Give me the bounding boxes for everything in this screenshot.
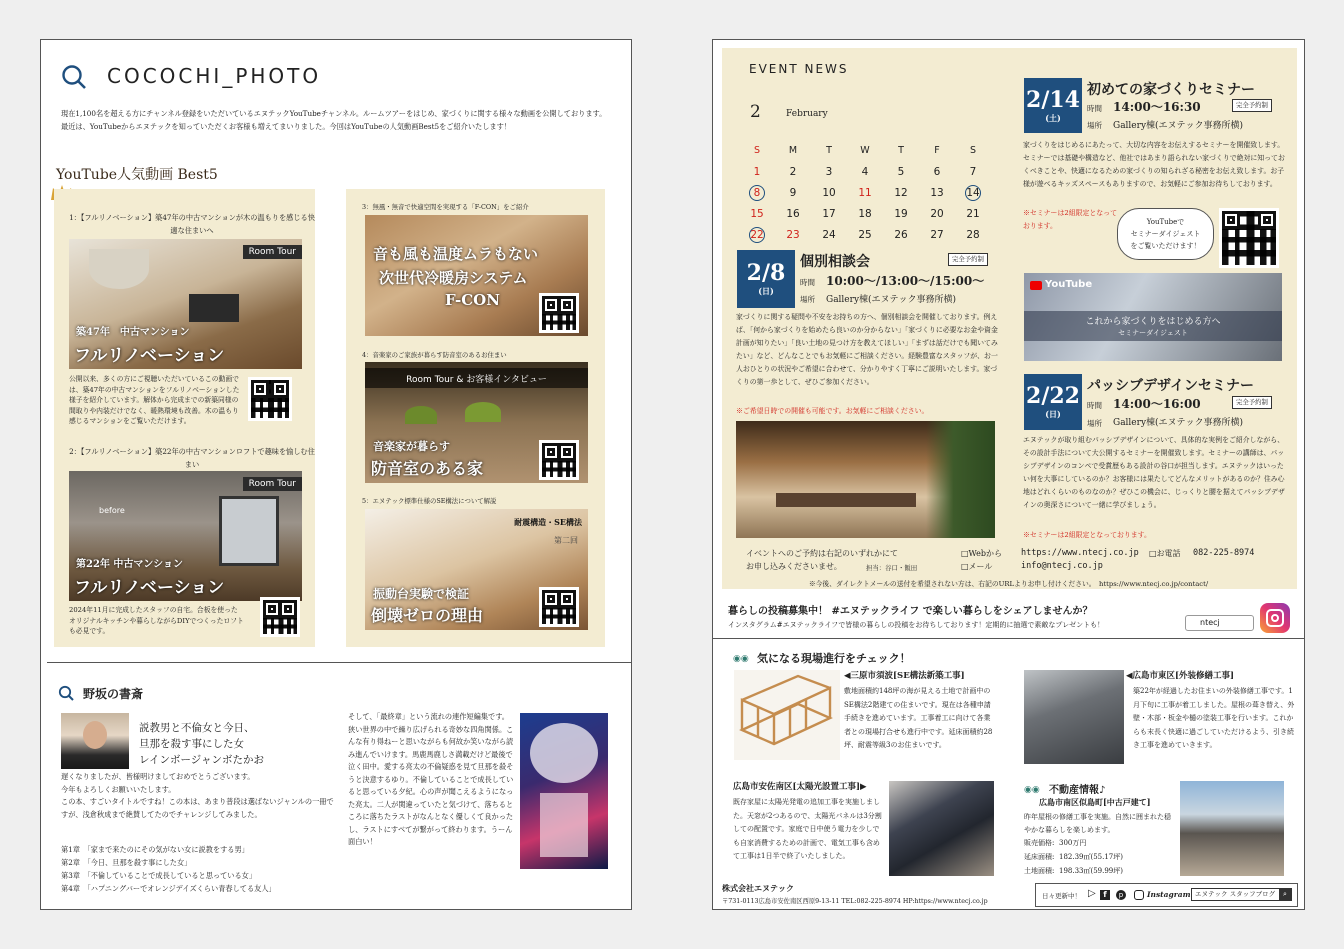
- event1-note: ※セミナーは2組限定となっております。: [1023, 209, 1117, 230]
- calendar-day: 15: [750, 207, 764, 220]
- video2-main-title: フルリノベーション: [74, 578, 225, 598]
- section-divider: [47, 662, 631, 663]
- calendar-day: 2: [789, 165, 797, 178]
- book-chapter4: 第4章 「ハプニングバーでオレンジデイズくらい青春してる友人」: [61, 884, 276, 893]
- video1-qr-code[interactable]: [248, 377, 292, 421]
- instagram-wordmark: Instagram: [1147, 890, 1191, 899]
- estate-price-label: 販売価格:: [1024, 839, 1055, 847]
- calendar-day: 20: [930, 207, 944, 220]
- gallery-photo: [736, 421, 995, 538]
- daily-update-label: 日々更新中！: [1042, 892, 1081, 900]
- event2-title: 個別相談会: [800, 254, 870, 270]
- book-intro: 遅くなりましたが、皆様明けましておめでとうございます。 今年もよろしくお願いいたします。 この本、すごいタイトルですね！この本は、あまり普段は選ばないジャンルの一冊ですが、浅倉秋成まで絶賛してたのでチャレンジしてみました。: [61, 772, 334, 819]
- calendar-day: 11: [858, 186, 872, 199]
- calendar-weekday: M: [788, 145, 798, 156]
- video2-description: 2024年11月に完成したスタッフの自宅。合板を使ったオリジナルキッチンや暮らしながらDIYでつくったロフトも必見です。: [69, 606, 244, 635]
- site3-title: 広島市安佐南区[太陽光設置工事]▶: [733, 782, 867, 792]
- pinterest-icon[interactable]: p: [1116, 890, 1126, 900]
- video1-description: 公開以来、多くの方にご視聴いただいているこの動画では、築47年の中古マンションをフルリノベーションした様子を紹介しています。解体から完成までの新築同様の間取りや内装だけでなく、暖熱環境も改善。木の温もり感じるマンションをご覧いただけます。: [69, 375, 240, 425]
- site2-body: 築22年が経過したお住まいの外装修繕工事です。1月下旬に工事が着工しました。屋根の葺き替え、外壁・木部・板金や樋の塗装工事を行います。これからも末長く快適に過ごしていただけるよう、引き続き工事を進めていきます。: [1133, 687, 1295, 749]
- video1-caption: 1：【フルリノベーション】築47年の中古マンションが木の温もりを感じる快適な住まいへ: [69, 213, 315, 235]
- video2-badge: Room Tour: [243, 477, 302, 491]
- calendar-day: 5: [897, 165, 905, 178]
- event2-body: 家づくりに関する疑問や不安をお持ちの方へ、個別相談会を開催しております。例えば、「何から家づくりを始めたら良いのか分からない」「家づくりに必要なお金や資金計画が知りたい」「良い土地の見つけ方を教えてほしい」「まずは話だけでも聞いてみたい」など、どんなことでもお気軽にご相談ください。経験豊富なスタッフが、お一人おひとりの状況やご希望に合わせて、分かりやすく丁寧にご説明いたします。家づくりの第一歩として、ぜひご参加ください。: [736, 313, 998, 386]
- event2-reservation-tag: 完全予約制: [948, 253, 988, 266]
- calendar-day: 3: [825, 165, 833, 178]
- calendar-day: 26: [894, 228, 908, 241]
- book-chapter2: 第2章 「今日、旦那を殺す事にした女」: [61, 858, 192, 867]
- dm-note: ※今後、ダイレクトメールの送付を希望されない方は、右記のURLよりお申し付けください。 https://www.ntecj.co.jp/contact/: [808, 580, 1209, 588]
- reservation-line2: お申し込みくださいませ。: [746, 562, 842, 571]
- estate-floor: 182.39㎡(55.17坪): [1059, 853, 1123, 861]
- site1-title: ◀三原市須波[SE構法新築工事]: [844, 671, 965, 681]
- book-chapter1: 第1章 「家まで来たのにその気がない女に説教をする男」: [61, 845, 249, 854]
- video2-caption: 2：【フルリノベーション】築22年の中古マンションロフトで趣味を愉しむ住まい: [69, 447, 315, 469]
- event1-title: 初めての家づくりセミナー: [1087, 82, 1255, 98]
- event3-place: Gallery棟(エヌテック事務所横): [1113, 418, 1244, 428]
- calendar-weekday: S: [753, 145, 761, 156]
- calendar-day: 16: [786, 207, 800, 220]
- video2-subtitle: 第22年 中古マンション: [76, 559, 183, 570]
- video4-band: Room Tour & お客様インタビュー: [406, 375, 547, 385]
- video2-qr-code[interactable]: [260, 597, 300, 637]
- video1-thumbnail[interactable]: [69, 239, 302, 369]
- estate-land: 198.33㎡(59.99坪): [1059, 867, 1123, 875]
- event3-body: エヌテックが取り組むパッシブデザインについて、具体的な実例をご紹介しながら、その設計手法について大公開するセミナーを開催致します。セミナーの講師は、パッシブデザインのコンペで受賞歴もある設計の谷口が担当します。エヌテックはいったい何を大事にしているのか？お客様には果たしてどんなメリットがあるのか？住み心地はどれくらいのものなのか？ぜひこの機会に、じっくりと腰を据えてパッシブデザインの奥深さについて一緒に学びましょう。: [1023, 436, 1285, 509]
- calendar-month-number: 2: [750, 102, 761, 122]
- event1-reservation-tag: 完全予約制: [1232, 99, 1272, 112]
- video3-line2: 次世代冷暖房システム: [379, 269, 528, 287]
- right-page: [712, 39, 1305, 910]
- instagram-heading: 暮らしの投稿募集中！ #エヌテックライフ で楽しい暮らしをシェアしませんか？: [728, 606, 1093, 617]
- event3-reservation-tag: 完全予約制: [1232, 396, 1272, 409]
- book-review: そして、「最終章」という流れの連作短編集です。 狭い世界の中で繰り広げられる奇妙な四角関係。こんな有り得ねーと思いながらも何故か笑いながら読み進んでいけます。馬鹿馬鹿しさ満載だけど最後で泣く田中。愛する亮太の不倫疑惑を見て旦那を殺そうと決意するゆり。不倫していることで成長していると思っている夕紀。心の声が聞こえるようになった亮太。二人が関違っていたと気づけて、落ちるところに落ちたラストがなんとなく優しくて良かったし、ラストにすべてが繋がって終わります。うーん面白い！: [348, 712, 514, 846]
- event3-place-label: 場所: [1087, 419, 1102, 428]
- site3-photo: [889, 781, 994, 876]
- youtube-thumbnail[interactable]: [1024, 273, 1282, 361]
- estate-name: 広島市南区似島町[中古戸建て]: [1039, 797, 1151, 807]
- event3-date: 2/22: [1026, 383, 1080, 409]
- site3-body: 既存家屋に太陽光発電の追加工事を実施しました。天窓が2つあるので、太陽光パネルは3分割しての配置です。家庭で日中使う電力を少しでも自家消費するための計画で、電気工事も含めて工事は1日半で終了いたしました。: [733, 798, 882, 860]
- event2-date: 2/8: [746, 260, 786, 286]
- event1-qr-code[interactable]: [1219, 208, 1279, 268]
- video5-thumbnail[interactable]: [365, 509, 588, 630]
- search-icon: [61, 64, 87, 90]
- event3-date-box: [1024, 374, 1082, 430]
- calendar-day: 25: [858, 228, 872, 241]
- event2-date-box: [737, 250, 795, 308]
- blog-search-icon: ⌕: [1279, 889, 1291, 900]
- left-page: [40, 39, 632, 910]
- book-chapter3: 第3章 「不倫していることで成長していると思っている女」: [61, 871, 257, 880]
- site1-photo: [734, 670, 840, 760]
- reservation-staff: 担当：谷口・飯田: [866, 564, 918, 572]
- facebook-icon[interactable]: f: [1100, 890, 1110, 900]
- video5-tag: 耐震構造・SE構法: [514, 517, 582, 527]
- event1-place-label: 場所: [1087, 121, 1102, 130]
- video5-qr-code[interactable]: [539, 587, 579, 627]
- site1-body: 敷地面積約148坪の海が見える土地で計画中のSE構法2階建ての住まいです。現在は各種申請手続きを進めています。工事着工に向けて各業者との現場打合せも進行中です。延床面積約28坪、耐震等級3のお住まいです。: [844, 687, 993, 749]
- company-address: 〒731-0113広島市安佐南区西原9-13-11 TEL:082-225-8974 HP:https://www.ntecj.co.jp: [722, 898, 988, 905]
- video4-caption: 4：音楽家のご家族が暮らす防音室のあるお住まい: [362, 351, 507, 359]
- event1-time-label: 時間: [1087, 104, 1102, 113]
- web-link[interactable]: https://www.ntecj.co.jp: [1021, 548, 1139, 558]
- estate-land-label: 土地面積:: [1024, 867, 1055, 875]
- calendar-day: 10: [822, 186, 836, 199]
- calendar-day: 19: [894, 207, 908, 220]
- calendar-day: 24: [822, 228, 836, 241]
- calendar-weekday: S: [969, 145, 977, 156]
- video1-subtitle: 築47年 中古マンション: [76, 327, 190, 338]
- instagram-search-text: ntecj: [1200, 618, 1220, 627]
- estate-icon: ◉◉: [1024, 785, 1040, 795]
- event3-weekday: (日): [1045, 409, 1061, 419]
- event3-title: パッシブデザインセミナー: [1087, 378, 1255, 394]
- tel-number[interactable]: 082-225-8974: [1193, 548, 1255, 558]
- event2-place: Gallery棟(エヌテック事務所横): [826, 295, 957, 305]
- video5-main-title: 倒壊ゼロの理由: [371, 606, 484, 625]
- video1-main-title: フルリノベーション: [74, 346, 225, 366]
- instagram-icon[interactable]: [1260, 603, 1290, 633]
- instagram-search-box[interactable]: [1185, 615, 1254, 631]
- calendar-day: 12: [894, 186, 908, 199]
- calendar-day: 4: [861, 165, 869, 178]
- event3-time-label: 時間: [1087, 401, 1102, 410]
- event3-note: ※セミナーは2組限定となっております。: [1023, 531, 1151, 539]
- event1-date-box: [1024, 78, 1082, 133]
- book-cover: [520, 713, 608, 869]
- video4-qr-code[interactable]: [539, 440, 579, 480]
- video4-subtitle: 音楽家が暮らす: [373, 440, 450, 453]
- calendar-day: 14: [966, 186, 980, 199]
- youtube-logo: YouTube: [1045, 279, 1093, 290]
- instagram-small-icon[interactable]: [1134, 890, 1144, 900]
- site-progress-icon: ◉◉: [733, 654, 749, 664]
- youtube-bubble-text: YouTubeで セミナーダイジェスト をご覧いただけます！: [1130, 218, 1201, 250]
- estate-title: 不動産情報♪: [1049, 785, 1106, 796]
- calendar-day: 13: [930, 186, 944, 199]
- book-section-title: 野坂の書斎: [83, 687, 144, 701]
- video5-subtitle: 振動台実験で検証: [373, 587, 470, 601]
- book-search-icon: [58, 685, 74, 705]
- calendar-day: 21: [966, 207, 980, 220]
- section-divider-right: [713, 638, 1304, 639]
- calendar-day: 27: [930, 228, 944, 241]
- event-title: EVENT NEWS: [749, 62, 849, 76]
- video5-episode: 第二回: [554, 536, 578, 545]
- video1-badge: Room Tour: [243, 245, 302, 259]
- staff-blog-search[interactable]: [1191, 888, 1292, 901]
- video3-thumbnail[interactable]: [365, 215, 588, 336]
- youtube-line1: これから家づくりをはじめる方へ: [1085, 317, 1221, 327]
- event3-time: 14:00〜16:00: [1113, 397, 1201, 411]
- calendar-weekday: T: [826, 145, 832, 156]
- calendar-day: 9: [789, 186, 797, 199]
- instagram-subtext: インスタグラム#エヌテックライフで皆様の暮らしの投稿をお待ちしております！定期的に抽選で素敵なプレゼントも！: [728, 621, 1105, 629]
- estate-price: 300万円: [1059, 839, 1087, 847]
- event1-body: 家づくりをはじめるにあたって、大切な内容をお伝えするセミナーを開催致します。セミナーでは基礎や構造など、他社ではあまり語られない家づくりで絶対に知っておくべきことや、快適になるための家づくりの知られざる秘密をお伝え致します。お子様が遊べるキッズスペースもありますので、お気軽にご参加お待ちしております。: [1023, 141, 1285, 188]
- calendar: [739, 140, 991, 245]
- video3-qr-code[interactable]: [539, 293, 579, 333]
- web-label: □Webから: [961, 549, 1002, 558]
- event1-place: Gallery棟(エヌテック事務所横): [1113, 121, 1244, 131]
- book-title: 説教男と不倫女と今日、 旦那を殺す事にした女 レインボージャンボたかお: [139, 722, 265, 766]
- video3-line3: F-CON: [445, 291, 500, 309]
- video3-line1: 音も風も温度ムラもない: [373, 245, 539, 263]
- calendar-month-name: February: [786, 109, 828, 119]
- company-name: 株式会社エヌテック: [722, 883, 794, 893]
- tel-label: □お電話: [1149, 549, 1181, 558]
- event1-weekday: (土): [1045, 113, 1061, 123]
- mail-label: □メール: [961, 562, 993, 571]
- video4-thumbnail[interactable]: [365, 362, 588, 483]
- author-photo: [61, 713, 129, 769]
- frame-structure-icon: [734, 670, 840, 760]
- best5-title: YouTube人気動画 Best5: [56, 167, 218, 183]
- reservation-line1: イベントへのご予約は右記のいずれかにて: [746, 549, 898, 558]
- calendar-weekday: T: [898, 145, 904, 156]
- calendar-day: 23: [786, 228, 800, 241]
- estate-photo: [1180, 781, 1284, 876]
- calendar-day: 22: [750, 228, 764, 241]
- event2-time: 10:00〜/13:00〜/15:00〜: [826, 274, 985, 288]
- calendar-day: 1: [753, 165, 761, 178]
- site2-photo: [1024, 670, 1124, 764]
- site2-title: ◀広島市東区[外装修繕工事]: [1126, 671, 1235, 681]
- video3-caption: 3：無風・無音で快適空間を実現する「F-CON」をご紹介: [362, 203, 529, 211]
- calendar-day: 18: [858, 207, 872, 220]
- event1-time: 14:00〜16:30: [1113, 100, 1201, 114]
- estate-floor-label: 延床面積:: [1024, 853, 1055, 861]
- staff-blog-label: エヌテック スタッフブログ: [1195, 890, 1276, 898]
- estate-body: 昨年屋根の修繕工事を実施。自然に囲まれた穏やかな暮らしを楽しめます。: [1024, 813, 1171, 834]
- youtube-line2: セミナーダイジェスト: [1118, 329, 1188, 337]
- site-progress-title: 気になる現場進行をチェック！: [757, 652, 911, 665]
- video2-thumbnail[interactable]: [69, 471, 302, 601]
- calendar-weekday: F: [934, 145, 940, 156]
- event2-weekday: (日): [758, 286, 774, 296]
- event2-time-label: 時間: [800, 278, 815, 287]
- calendar-day: 17: [822, 207, 836, 220]
- calendar-day: 28: [966, 228, 980, 241]
- event1-date: 2/14: [1026, 87, 1080, 113]
- page-title: COCOCHI_PHOTO: [107, 64, 322, 88]
- event2-place-label: 場所: [800, 295, 815, 304]
- video5-caption: 5：エヌテック標準仕様のSE構法について解説: [362, 497, 497, 505]
- calendar-day: 6: [933, 165, 941, 178]
- calendar-weekday: W: [860, 145, 870, 156]
- play-icon[interactable]: ▷: [1088, 888, 1096, 899]
- intro-text: 現在1,100名を超える方にチャンネル登録をいただいているエヌテックYouTubeチャンネル。ルームツアーをはじめ、家づくりに関する様々な動画を公開しております。最近は、YouTubeからエヌテックを知っていただくお客様も増えてまいりました。今回はYouTubeの人気動画Best5をご紹介いたします！: [61, 109, 607, 131]
- video4-main-title: 防音室のある家: [371, 459, 484, 478]
- mail-link[interactable]: info@ntecj.co.jp: [1021, 561, 1103, 571]
- calendar-day: 7: [969, 165, 977, 178]
- event2-note: ※ご希望日時での開催も可能です。お気軽にご相談ください。: [736, 407, 929, 415]
- video2-before-label: before: [99, 506, 125, 515]
- calendar-day: 8: [739, 182, 775, 203]
